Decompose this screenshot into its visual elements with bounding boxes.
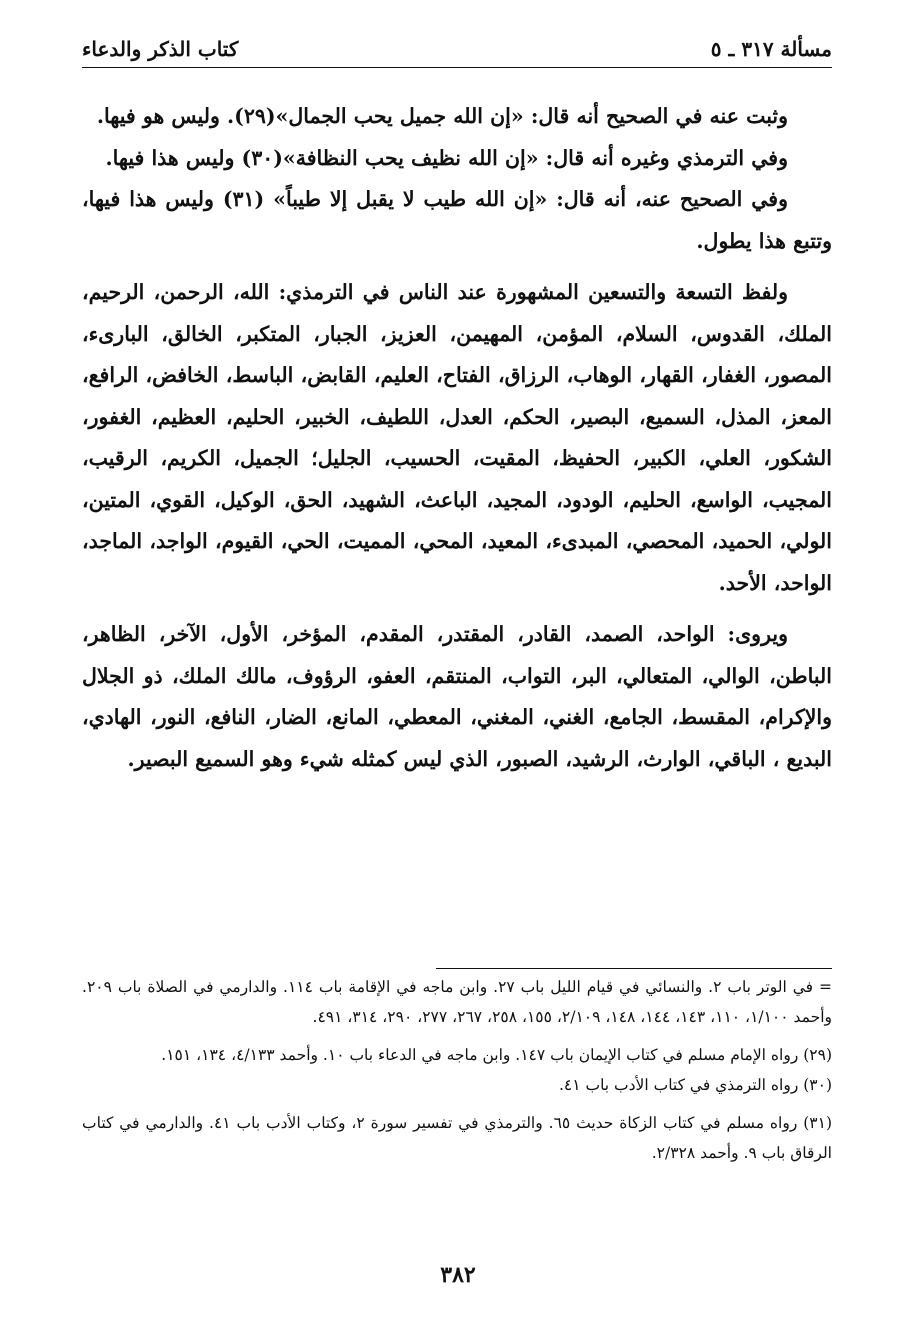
footnote-30: (٣٠) رواه الترمذي في كتاب الأدب باب ٤١. xyxy=(558,1076,832,1094)
paragraph-1: وثبت عنه في الصحيح أنه قال: «إن الله جميل يحب الجمال»(٢٩). وليس هو فيها. xyxy=(96,104,788,128)
footnote-separator xyxy=(436,968,832,969)
paragraph-names-variant: ويروى: الواحد، الصمد، القادر، المقتدر، المقدم، المؤخر، الأول، الآخر، الظاهر، الباطن، الوالي، المتعالي، البر، التواب، المنتقم، العفو، الرؤوف، مالك الملك، ذو الجلال والإكرام، المقسط، الجامع، الغني، المغني، المعطي، المانع، الضار، النافع، النور، الهادي، البديع ، الباقي، الوارث، الرشيد، الصبور، الذي ليس كمثله شيء وهو السميع البصير. xyxy=(82,622,833,771)
page-number: ٣٨٢ xyxy=(440,1262,476,1288)
main-text xyxy=(82,96,832,780)
footnote-continued: = في الوتر باب ٢. والنسائي في قيام الليل باب ٢٧. وابن ماجه في الإقامة باب ١١٤. والدارمي في الصلاة باب ٢٠٩. وأحمد ١/١٠٠، ١١٠، ١٤٣، ١٤٤، ١٤٨، ٢/١٠٩، ١٥٥، ٢٥٨، ٢٦٧، ٢٧٧، ٢٩٠، ٣١٤، ٤٩١. xyxy=(82,978,832,1026)
paragraph-2: وفي الترمذي وغيره أنه قال: «إن الله نظيف يحب النظافة»(٣٠) وليس هذا فيها. xyxy=(105,145,788,170)
paragraph-names-list: ولفظ التسعة والتسعين المشهورة عند الناس في الترمذي: الله، الرحمن، الرحيم، الملك، القدوس، السلام، المؤمن، المهيمن، العزيز، الجبار، المتكبر، الخالق، البارىء، المصور، الغفار، القهار، الوهاب، الرزاق، الفتاح، العليم، القابض، الباسط، الخافض، الرافع، المعز، المذل، السميع، البصير، الحكم، العدل، اللطيف، الخبير، الحليم، العظيم، الغفور، الشكور، العلي، الكبير، الحفيظ، المقيت، الحسيب، الجليل؛ الجميل، الكريم، الرقيب، المجيب، الواسع، الحليم، الودود، المجيد، الباعث، الشهيد، الحق، الوكيل، القوي، المتين، الولي، الحميد، المحصي، المبدىء، المعيد، المحي، المميت، الحي، القيوم، الواجد، الماجد، الواحد، الأحد. xyxy=(82,280,832,595)
footnotes xyxy=(82,972,832,1168)
header-chapter-title: كتاب الذكر والدعاء xyxy=(82,37,239,61)
paragraph-3: وفي الصحيح عنه، أنه قال: «إن الله طيب لا يقبل إلا طيباً» (٣١) وليس هذا فيها، وتتبع هذا يطول. xyxy=(82,187,832,253)
footnote-31: (٣١) رواه مسلم في كتاب الزكاة حديث ٦٥. والترمذي في تفسير سورة ٢، وكتاب الأدب باب ٤١. والدارمي في كتاب الرقاق باب ٩. وأحمد ٢/٣٢٨. xyxy=(82,1114,832,1162)
header-issue-number: مسألة ٣١٧ ـ ٥ xyxy=(710,37,832,61)
running-header xyxy=(82,28,832,68)
footnote-29: (٢٩) رواه الإمام مسلم في كتاب الإيمان باب ١٤٧. وابن ماجه في الدعاء باب ١٠. وأحمد ٤/١٣٣، ١٣٤، ١٥١. xyxy=(161,1046,832,1064)
